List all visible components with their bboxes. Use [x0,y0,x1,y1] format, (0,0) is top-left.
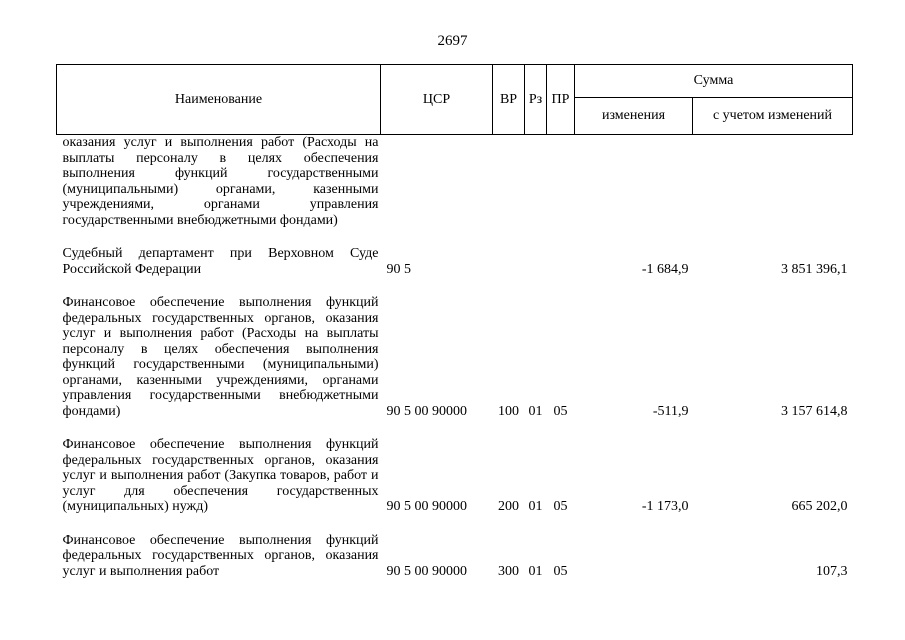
row-change [575,533,693,580]
row-pr: 05 [553,403,568,419]
row-pr: 05 [553,499,568,514]
row-pr: 05 [553,563,568,579]
row-vr: 300 [498,563,519,579]
row-change: -1 173,0 [641,499,689,514]
row-csr: 90 5 00 90000 [386,563,467,579]
header-csr: ЦСР [381,65,493,135]
row-total: 3 851 396,1 [781,261,848,277]
row-csr: 90 5 00 90000 [386,403,467,419]
row-name: Финансовое обеспечение выполнения функций федеральных государственных органов, оказания услуг и выполнения работ (Закупка товаров, работ и услуг для обеспечения государственных (муниципальных) нужд) [62,437,379,514]
table-row [57,135,853,229]
row-total: 665 202,0 [791,499,848,514]
row-name: оказания услуг и выполнения работ (Расходы на выплаты персоналу в целях обеспечения выполнения функций государственными (муниципальными) органами, казенными учреждениями, органами управления государственными внебюджетными фондами) [62,135,379,228]
row-change [575,135,693,229]
row-vr [493,135,525,229]
budget-table [56,64,853,579]
row-name: Финансовое обеспечение выполнения функций федеральных государственных органов, оказания услуг и выполнения работ (Расходы на выплаты персоналу в целях обеспечения выполнения функций государственными (муниципальными) органами, казенными учреждениями, органами управления государственными внебюджетными фондами) [62,295,379,419]
header-pr: ПР [547,65,575,135]
header-change: изменения [575,98,693,135]
table-body [57,135,853,580]
table-row [57,533,853,580]
row-csr: 90 5 [386,261,411,277]
table-row [57,295,853,419]
row-pr [547,135,575,229]
row-rz: 01 [528,563,543,579]
row-total [693,135,853,229]
table-row [57,437,853,515]
row-change: -511,9 [652,403,689,419]
table-header [57,65,853,135]
row-pr [547,246,575,277]
row-name: Судебный департамент при Верховном Суде Российской Федерации [62,246,379,277]
row-total: 107,3 [816,563,848,579]
row-spacer [57,277,853,295]
row-rz [525,135,547,229]
header-sum: Сумма [575,65,853,98]
row-csr [381,135,493,229]
page-number: 2697 [437,33,468,49]
row-name: Финансовое обеспечение выполнения функций федеральных государственных органов, оказания услуг и выполнения работ [62,532,379,579]
row-vr [493,246,525,277]
row-vr: 100 [498,403,519,419]
row-change: -1 684,9 [641,261,689,277]
table-row [57,246,853,277]
row-spacer [57,515,853,533]
row-csr: 90 5 00 90000 [386,499,467,514]
header-total: с учетом изменений [693,98,853,135]
header-name: Наименование [57,65,381,135]
row-rz: 01 [528,499,543,514]
row-rz: 01 [528,403,543,419]
header-vr: ВР [493,65,525,135]
row-spacer [57,419,853,437]
row-spacer [57,228,853,246]
row-total: 3 157 614,8 [781,403,848,419]
row-vr: 200 [498,499,519,514]
header-rz: Рз [525,65,547,135]
row-rz [525,246,547,277]
